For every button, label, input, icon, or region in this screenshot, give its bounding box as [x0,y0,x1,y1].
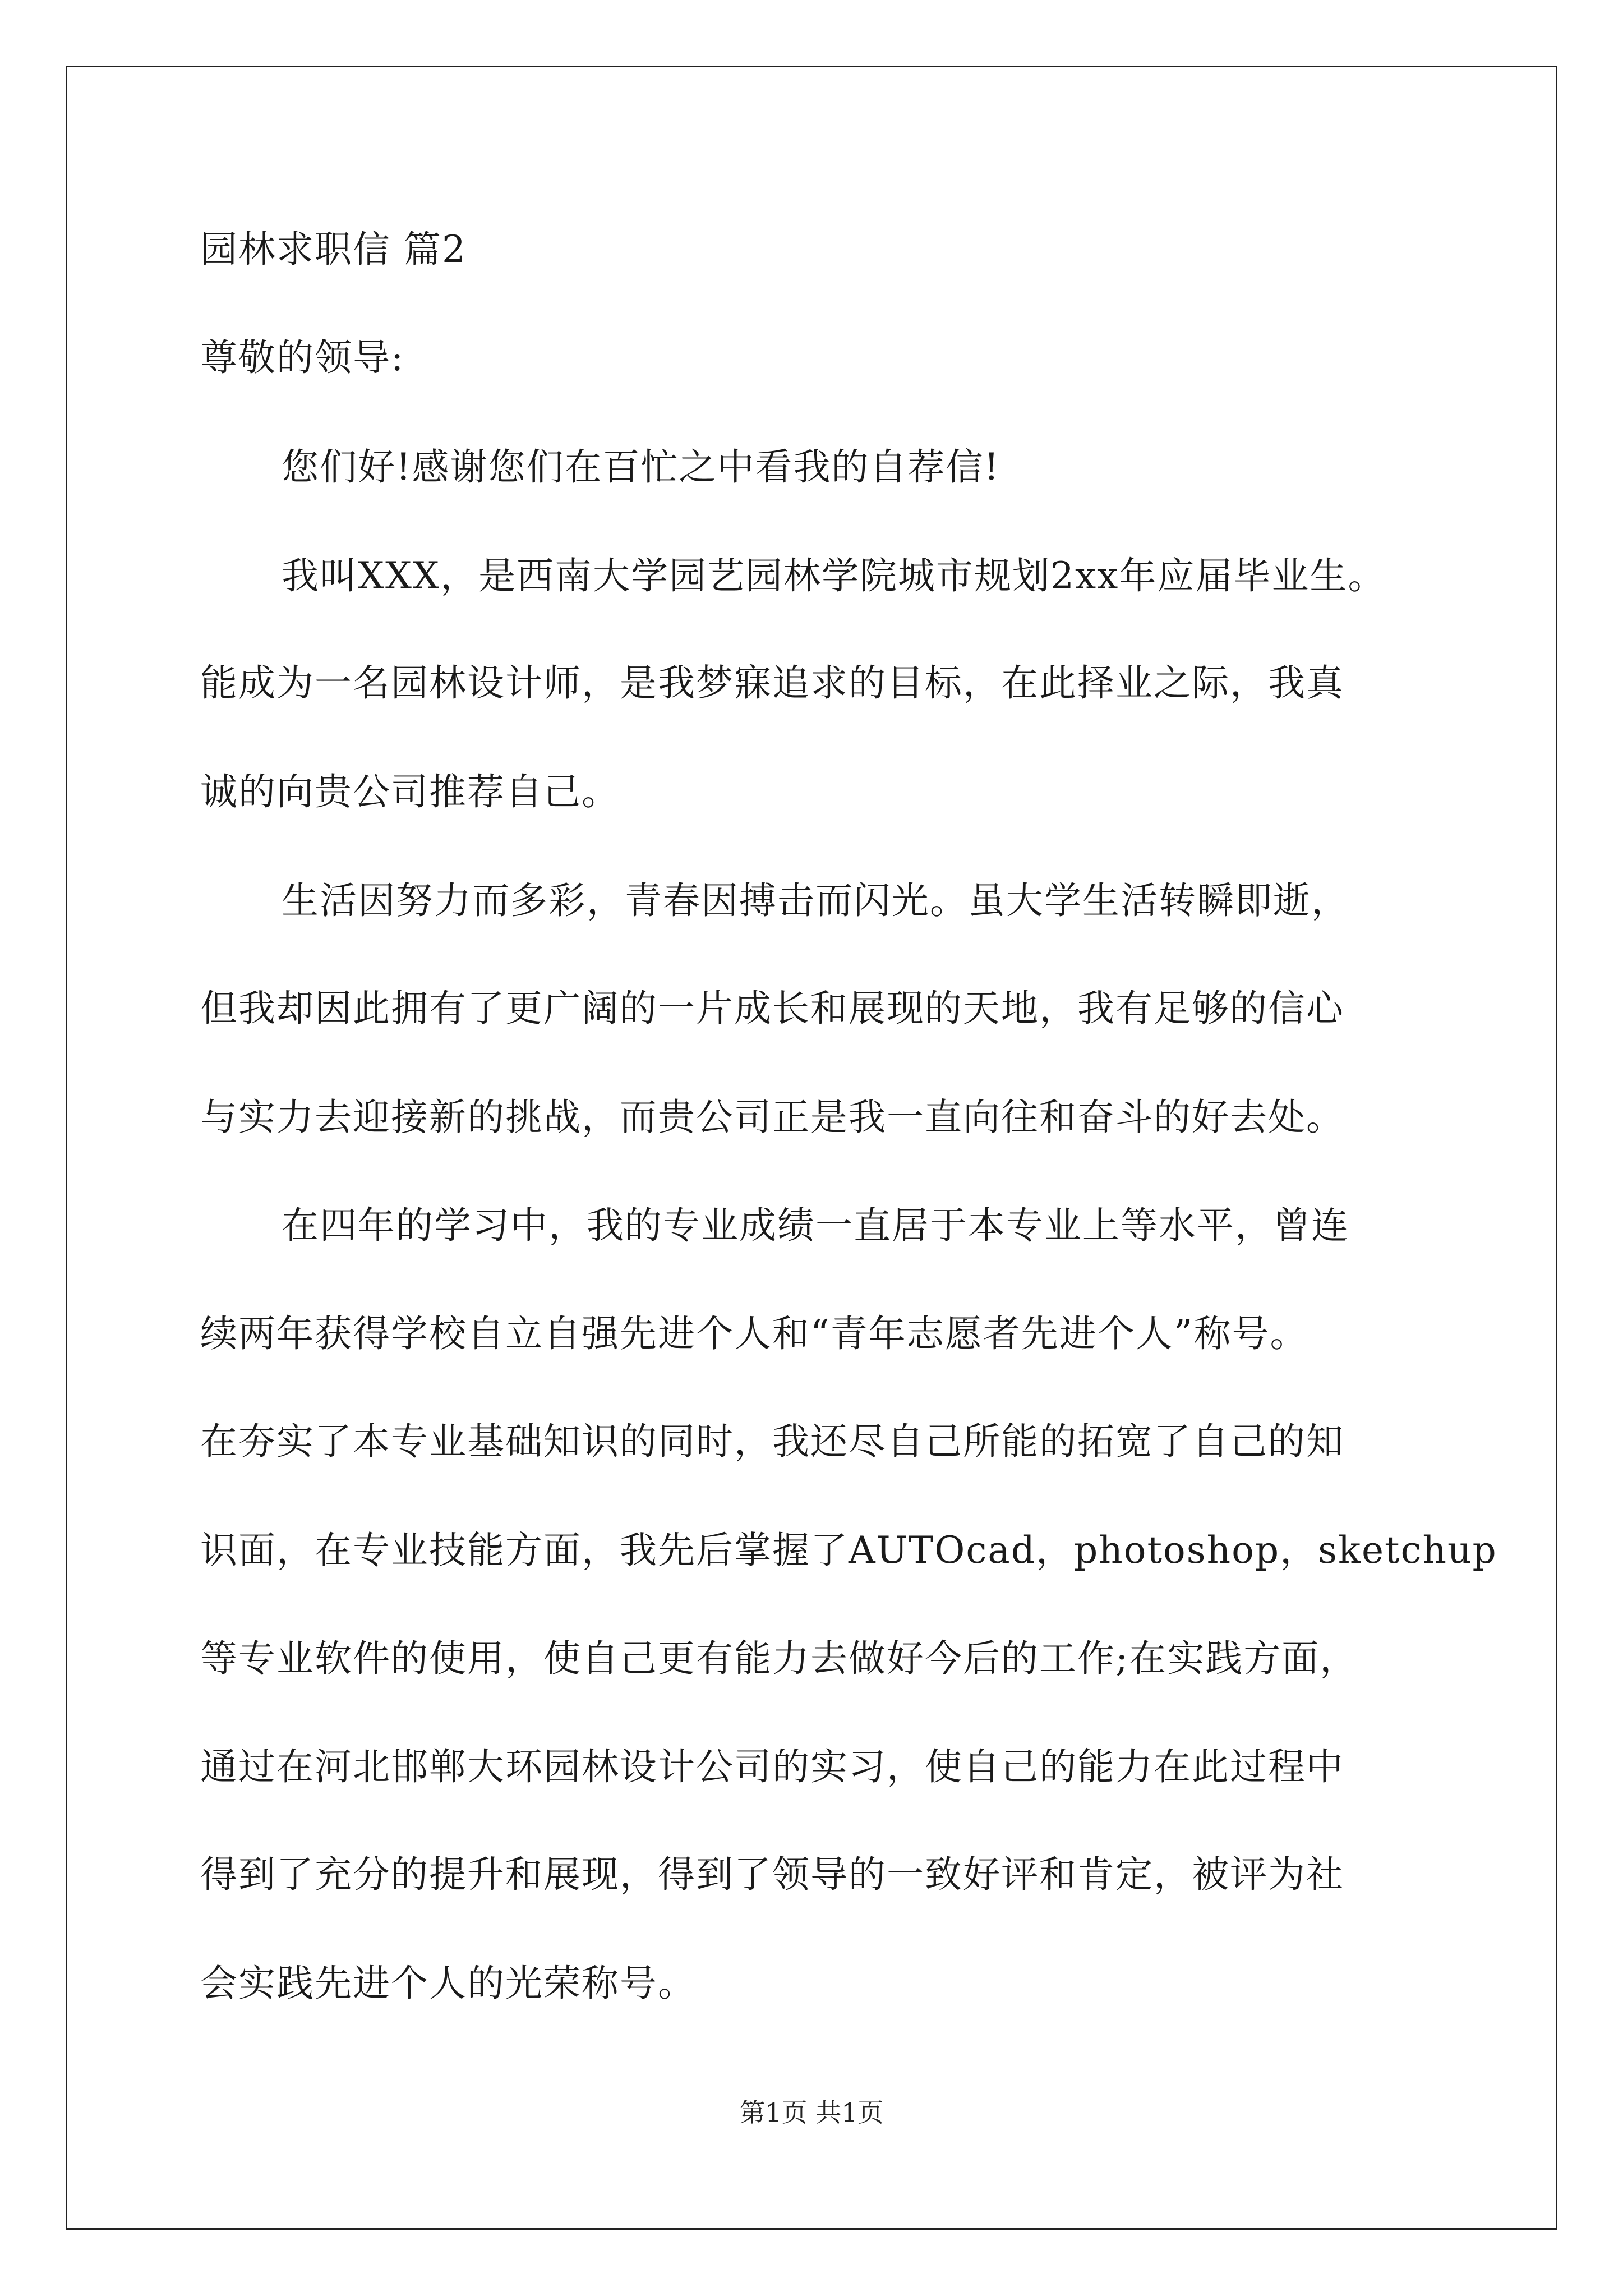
paragraph-line: 与实力去迎接新的挑战，而贵公司正是我一直向往和奋斗的好去处。 [200,1096,1344,1139]
paragraph-line: 但我却因此拥有了更广阔的一片成长和展现的天地，我有足够的信心 [200,987,1344,1030]
paragraph-line: 识面，在专业技能方面，我先后掌握了AUTOcad，photoshop，sketchup [200,1529,1497,1572]
paragraph-line: 诚的向贵公司推荐自己。 [200,770,620,813]
paragraph-line: 通过在河北邯郸大环园林设计公司的实习，使自己的能力在此过程中 [200,1745,1344,1788]
paragraph-line: 会实践先进个人的光荣称号。 [200,1962,696,2005]
paragraph-line: 在夯实了本专业基础知识的同时，我还尽自己所能的拓宽了自己的知 [200,1420,1344,1463]
paragraph-line: 续两年获得学校自立自强先进个人和“青年志愿者先进个人”称号。 [200,1312,1308,1355]
paragraph-line: 能成为一名园林设计师，是我梦寐追求的目标，在此择业之际，我真 [200,661,1344,705]
salutation: 尊敬的领导: [200,336,405,379]
paragraph-line: 生活因努力而多彩，青春因搏击而闪光。虽大学生活转瞬即逝， [282,879,1349,922]
paragraph-line: 得到了充分的提升和展现，得到了领导的一致好评和肯定，被评为社 [200,1853,1344,1896]
paragraph-line: 等专业软件的使用，使自己更有能力去做好今后的工作;在实践方面， [200,1637,1358,1680]
paragraph-line: 在四年的学习中，我的专业成绩一直居于本专业上等水平，曾连 [282,1204,1349,1247]
paragraph-line: 您们好!感谢您们在百忙之中看我的自荐信! [282,445,1000,489]
page-border [66,66,1557,2230]
page-footer: 第1页 共1页 [739,2097,884,2128]
paragraph-line: 我叫XXX，是西南大学园艺园林学院城市规划2xx年应届毕业生。 [282,554,1386,597]
document-title: 园林求职信 篇2 [200,228,467,271]
